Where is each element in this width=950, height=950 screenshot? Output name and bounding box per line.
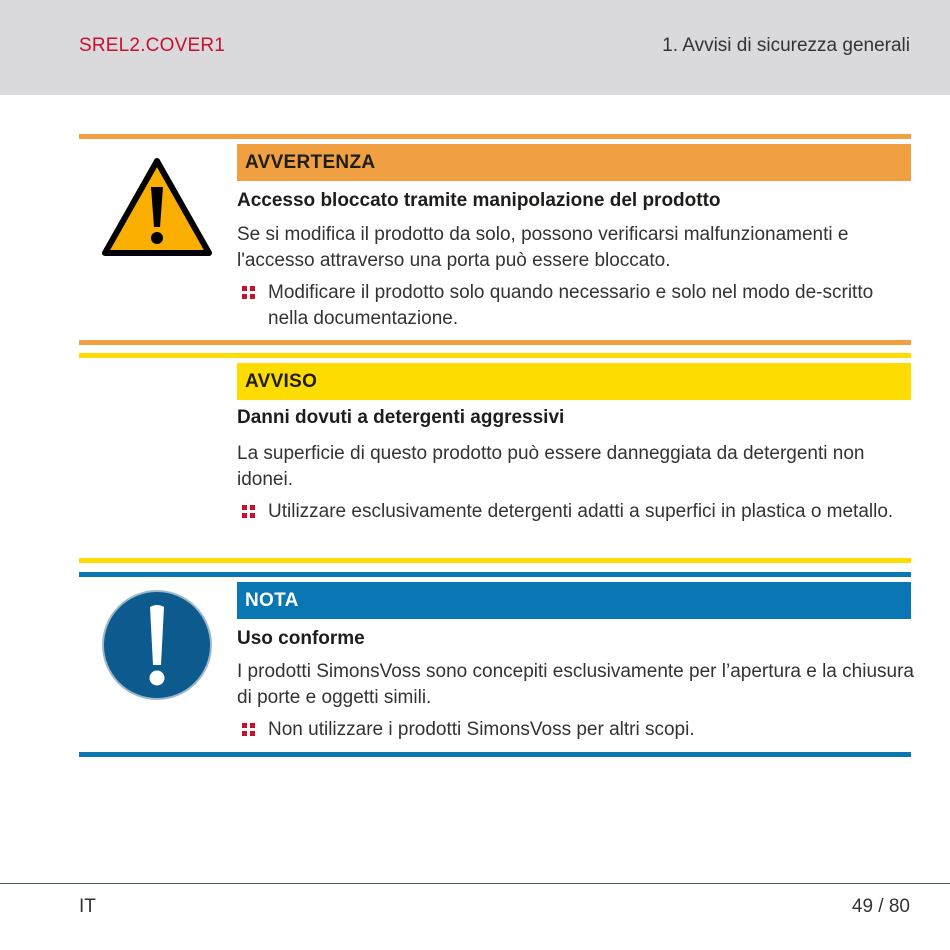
notice-title: NOTA: [245, 590, 299, 611]
notice-step: [237, 280, 917, 332]
notice-bottom-rule: [79, 340, 911, 345]
notice-title: AVVISO: [245, 371, 318, 392]
step-bullet-icon: [242, 723, 255, 736]
page-number: 49 / 80: [851, 896, 910, 917]
notice-body: Se si modifica il prodotto da solo, possono verificarsi malfunzionamenti e l'accesso attraverso una porta può essere bloccato.: [237, 224, 849, 271]
notice-subtitle: Danni dovuti a detergenti aggressivi: [237, 407, 565, 428]
chapter-title: 1. Avvisi di sicurezza generali: [662, 35, 910, 56]
step-bullet-icon: [242, 505, 255, 518]
notice-subtitle: Accesso bloccato tramite manipolazione del prodotto: [237, 190, 721, 211]
notice-subtitle: Uso conforme: [237, 628, 365, 649]
notice-top-rule: [79, 134, 911, 139]
caution-notice: [79, 353, 911, 565]
note-notice: [79, 572, 914, 762]
warning-triangle-icon: [101, 157, 213, 262]
notice-bottom-rule: [79, 752, 911, 757]
notice-body: La superficie di questo prodotto può essere danneggiata da detergenti non idonei.: [237, 443, 865, 490]
notice-title: AVVERTENZA: [245, 152, 376, 173]
notice-top-rule: [79, 353, 911, 358]
notice-title-bar: [237, 582, 911, 619]
notice-step-text: Modificare il prodotto solo quando necessario e solo nel modo de-scritto nella documentazione.: [268, 282, 874, 329]
notice-step: [237, 717, 917, 743]
step-bullet-icon: [242, 286, 255, 299]
notice-step-text: Utilizzare esclusivamente detergenti adatti a superfici in plastica o metallo.: [268, 501, 894, 522]
notice-bottom-rule: [79, 558, 911, 563]
document-code: SREL2.COVER1: [79, 35, 226, 56]
exclamation-circle-icon: [101, 589, 213, 706]
notice-step: [237, 499, 917, 525]
notice-title-bar: [237, 363, 911, 400]
warning-notice: [79, 134, 911, 346]
notice-step-text: Non utilizzare i prodotti SimonsVoss per altri scopi.: [268, 719, 695, 740]
footer-divider: [0, 883, 950, 884]
page-header: [0, 0, 950, 95]
notice-title-bar: [237, 144, 911, 181]
notice-top-rule: [79, 572, 911, 577]
notice-body: I prodotti SimonsVoss sono concepiti esclusivamente per l’apertura e la chiusura di porte e oggetti simili.: [237, 661, 914, 708]
footer-language: IT: [79, 896, 96, 917]
